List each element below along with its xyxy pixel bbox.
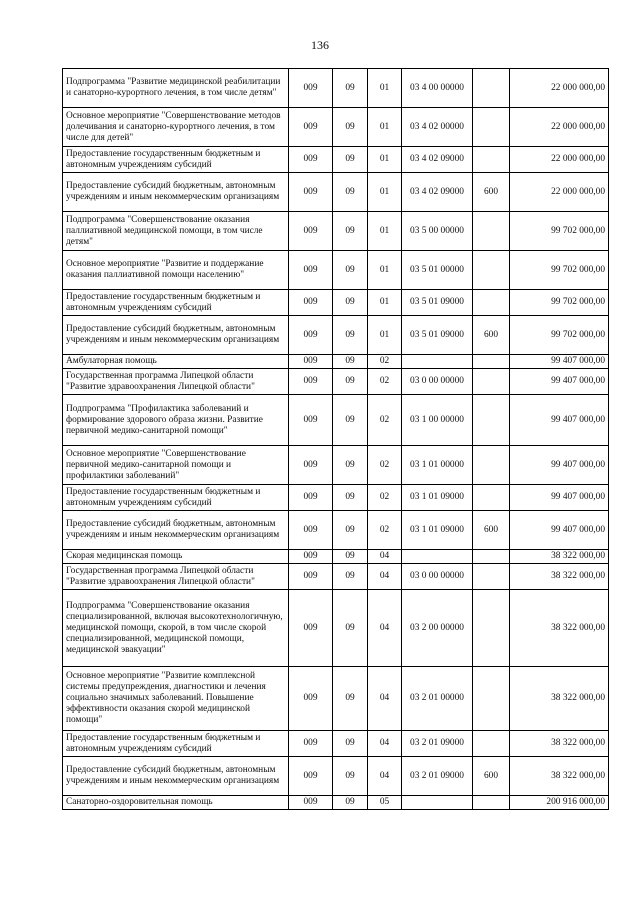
table-row (63, 590, 609, 667)
table-row (63, 355, 609, 369)
amount-cell: 99 407 000,00 (510, 485, 609, 511)
row-name-cell: Санаторно-оздоровительная помощь (63, 796, 289, 810)
table-row (63, 511, 609, 550)
section-code-cell: 09 (333, 69, 368, 108)
target-article-cell: 03 1 01 09000 (402, 511, 473, 550)
amount-cell: 22 000 000,00 (510, 108, 609, 147)
expense-type-cell (473, 446, 510, 485)
row-name-cell: Подпрограмма "Профилактика заболеваний и формирование здорового образа жизни. Развитие первичной медико-санитарной помощи" (63, 395, 289, 446)
row-name-cell: Предоставление субсидий бюджетным, автономным учреждениям и иным некоммерческим организациям (63, 316, 289, 355)
table-row (63, 667, 609, 731)
subsection-code-cell: 04 (368, 550, 402, 564)
row-name-cell: Основное мероприятие "Совершенствование методов долечивания и санаторно-курортного лечения, в том числе для детей" (63, 108, 289, 147)
ministry-code-cell: 009 (289, 290, 333, 316)
table-row (63, 485, 609, 511)
target-article-cell: 03 1 01 00000 (402, 446, 473, 485)
section-code-cell: 09 (333, 355, 368, 369)
amount-cell: 99 702 000,00 (510, 251, 609, 290)
expense-type-cell (473, 485, 510, 511)
expense-type-cell (473, 290, 510, 316)
table-body (63, 69, 609, 810)
row-name-cell: Предоставление государственным бюджетным и автономным учреждениям субсидий (63, 485, 289, 511)
subsection-code-cell: 05 (368, 796, 402, 810)
target-article-cell: 03 2 00 00000 (402, 590, 473, 667)
ministry-code-cell: 009 (289, 147, 333, 173)
section-code-cell: 09 (333, 731, 368, 757)
expense-type-cell (473, 147, 510, 173)
amount-cell: 99 407 000,00 (510, 355, 609, 369)
expense-type-cell: 600 (473, 173, 510, 212)
expense-type-cell (473, 590, 510, 667)
subsection-code-cell: 04 (368, 731, 402, 757)
section-code-cell: 09 (333, 316, 368, 355)
amount-cell: 99 702 000,00 (510, 212, 609, 251)
expense-type-cell (473, 108, 510, 147)
budget-table (62, 68, 609, 810)
expense-type-cell: 600 (473, 511, 510, 550)
subsection-code-cell: 02 (368, 511, 402, 550)
target-article-cell: 03 5 01 00000 (402, 251, 473, 290)
ministry-code-cell: 009 (289, 511, 333, 550)
table-row (63, 69, 609, 108)
row-name-cell: Подпрограмма "Совершенствование оказания паллиативной медицинской помощи, в том числе детям" (63, 212, 289, 251)
row-name-cell: Предоставление субсидий бюджетным, автономным учреждениям и иным некоммерческим организациям (63, 757, 289, 796)
row-name-cell: Основное мероприятие "Совершенствование первичной медико-санитарной помощи и профилактики заболеваний" (63, 446, 289, 485)
table-row (63, 147, 609, 173)
row-name-cell: Подпрограмма "Совершенствование оказания специализированной, включая высокотехнологичную, медицинской помощи, скорой, в том числе скорой специализированной, медицинской помощи, медицинской эвакуации" (63, 590, 289, 667)
subsection-code-cell: 01 (368, 251, 402, 290)
subsection-code-cell: 04 (368, 757, 402, 796)
section-code-cell: 09 (333, 667, 368, 731)
section-code-cell: 09 (333, 369, 368, 395)
subsection-code-cell: 01 (368, 290, 402, 316)
ministry-code-cell: 009 (289, 355, 333, 369)
table-row (63, 108, 609, 147)
table-row (63, 796, 609, 810)
amount-cell: 38 322 000,00 (510, 564, 609, 590)
subsection-code-cell: 01 (368, 173, 402, 212)
subsection-code-cell: 02 (368, 395, 402, 446)
subsection-code-cell: 01 (368, 212, 402, 251)
amount-cell: 99 407 000,00 (510, 511, 609, 550)
row-name-cell: Государственная программа Липецкой области "Развитие здравоохранения Липецкой области" (63, 369, 289, 395)
target-article-cell: 03 5 01 09000 (402, 290, 473, 316)
expense-type-cell: 600 (473, 316, 510, 355)
amount-cell: 38 322 000,00 (510, 590, 609, 667)
target-article-cell: 03 5 00 00000 (402, 212, 473, 251)
amount-cell: 38 322 000,00 (510, 757, 609, 796)
ministry-code-cell: 009 (289, 108, 333, 147)
row-name-cell: Предоставление государственным бюджетным и автономным учреждениям субсидий (63, 147, 289, 173)
section-code-cell: 09 (333, 511, 368, 550)
section-code-cell: 09 (333, 173, 368, 212)
table-row (63, 731, 609, 757)
table-row (63, 395, 609, 446)
row-name-cell: Государственная программа Липецкой области "Развитие здравоохранения Липецкой области" (63, 564, 289, 590)
ministry-code-cell: 009 (289, 757, 333, 796)
amount-cell: 99 702 000,00 (510, 316, 609, 355)
target-article-cell (402, 550, 473, 564)
ministry-code-cell: 009 (289, 212, 333, 251)
ministry-code-cell: 009 (289, 796, 333, 810)
amount-cell: 38 322 000,00 (510, 550, 609, 564)
section-code-cell: 09 (333, 564, 368, 590)
ministry-code-cell: 009 (289, 564, 333, 590)
table-row (63, 550, 609, 564)
amount-cell: 22 000 000,00 (510, 173, 609, 212)
subsection-code-cell: 01 (368, 316, 402, 355)
expense-type-cell (473, 251, 510, 290)
table-row (63, 446, 609, 485)
row-name-cell: Предоставление государственным бюджетным и автономным учреждениям субсидий (63, 731, 289, 757)
row-name-cell: Амбулаторная помощь (63, 355, 289, 369)
section-code-cell: 09 (333, 796, 368, 810)
section-code-cell: 09 (333, 757, 368, 796)
subsection-code-cell: 02 (368, 485, 402, 511)
target-article-cell: 03 4 02 00000 (402, 108, 473, 147)
table-row (63, 757, 609, 796)
ministry-code-cell: 009 (289, 369, 333, 395)
amount-cell: 99 407 000,00 (510, 369, 609, 395)
ministry-code-cell: 009 (289, 731, 333, 757)
subsection-code-cell: 01 (368, 147, 402, 173)
ministry-code-cell: 009 (289, 395, 333, 446)
target-article-cell (402, 355, 473, 369)
table-row (63, 251, 609, 290)
section-code-cell: 09 (333, 446, 368, 485)
section-code-cell: 09 (333, 485, 368, 511)
subsection-code-cell: 04 (368, 564, 402, 590)
expense-type-cell (473, 69, 510, 108)
expense-type-cell (473, 369, 510, 395)
amount-cell: 99 407 000,00 (510, 446, 609, 485)
amount-cell: 22 000 000,00 (510, 147, 609, 173)
target-article-cell: 03 2 01 09000 (402, 731, 473, 757)
target-article-cell: 03 4 02 09000 (402, 173, 473, 212)
amount-cell: 99 407 000,00 (510, 395, 609, 446)
subsection-code-cell: 01 (368, 108, 402, 147)
section-code-cell: 09 (333, 290, 368, 316)
row-name-cell: Основное мероприятие "Развитие и поддержание оказания паллиативной помощи населению" (63, 251, 289, 290)
row-name-cell: Скорая медицинская помощь (63, 550, 289, 564)
expense-type-cell (473, 355, 510, 369)
section-code-cell: 09 (333, 590, 368, 667)
section-code-cell: 09 (333, 550, 368, 564)
expense-type-cell (473, 395, 510, 446)
target-article-cell (402, 796, 473, 810)
section-code-cell: 09 (333, 395, 368, 446)
table-row (63, 316, 609, 355)
ministry-code-cell: 009 (289, 590, 333, 667)
target-article-cell: 03 2 01 09000 (402, 757, 473, 796)
expense-type-cell: 600 (473, 757, 510, 796)
row-name-cell: Подпрограмма "Развитие медицинской реабилитации и санаторно-курортного лечения, в том числе детям" (63, 69, 289, 108)
expense-type-cell (473, 212, 510, 251)
target-article-cell: 03 1 01 09000 (402, 485, 473, 511)
amount-cell: 99 702 000,00 (510, 290, 609, 316)
subsection-code-cell: 02 (368, 446, 402, 485)
ministry-code-cell: 009 (289, 173, 333, 212)
expense-type-cell (473, 796, 510, 810)
ministry-code-cell: 009 (289, 485, 333, 511)
ministry-code-cell: 009 (289, 251, 333, 290)
target-article-cell: 03 4 00 00000 (402, 69, 473, 108)
ministry-code-cell: 009 (289, 316, 333, 355)
ministry-code-cell: 009 (289, 69, 333, 108)
section-code-cell: 09 (333, 108, 368, 147)
table-row (63, 290, 609, 316)
amount-cell: 22 000 000,00 (510, 69, 609, 108)
expense-type-cell (473, 731, 510, 757)
target-article-cell: 03 0 00 00000 (402, 564, 473, 590)
section-code-cell: 09 (333, 251, 368, 290)
ministry-code-cell: 009 (289, 667, 333, 731)
expense-type-cell (473, 564, 510, 590)
table-row (63, 173, 609, 212)
subsection-code-cell: 04 (368, 590, 402, 667)
target-article-cell: 03 4 02 09000 (402, 147, 473, 173)
subsection-code-cell: 02 (368, 369, 402, 395)
page-number: 136 (311, 38, 329, 52)
section-code-cell: 09 (333, 147, 368, 173)
table-row (63, 369, 609, 395)
row-name-cell: Основное мероприятие "Развитие комплексной системы предупреждения, диагностики и лечения социально значимых заболеваний. Повышение эффективности оказания скорой медицинской помощи" (63, 667, 289, 731)
row-name-cell: Предоставление государственным бюджетным и автономным учреждениям субсидий (63, 290, 289, 316)
target-article-cell: 03 1 00 00000 (402, 395, 473, 446)
expense-type-cell (473, 667, 510, 731)
target-article-cell: 03 2 01 00000 (402, 667, 473, 731)
row-name-cell: Предоставление субсидий бюджетным, автономным учреждениям и иным некоммерческим организациям (63, 511, 289, 550)
target-article-cell: 03 0 00 00000 (402, 369, 473, 395)
amount-cell: 38 322 000,00 (510, 667, 609, 731)
ministry-code-cell: 009 (289, 550, 333, 564)
subsection-code-cell: 04 (368, 667, 402, 731)
table-row (63, 212, 609, 251)
ministry-code-cell: 009 (289, 446, 333, 485)
target-article-cell: 03 5 01 09000 (402, 316, 473, 355)
amount-cell: 200 916 000,00 (510, 796, 609, 810)
section-code-cell: 09 (333, 212, 368, 251)
subsection-code-cell: 01 (368, 69, 402, 108)
subsection-code-cell: 02 (368, 355, 402, 369)
expense-type-cell (473, 550, 510, 564)
amount-cell: 38 322 000,00 (510, 731, 609, 757)
row-name-cell: Предоставление субсидий бюджетным, автономным учреждениям и иным некоммерческим организациям (63, 173, 289, 212)
table-row (63, 564, 609, 590)
